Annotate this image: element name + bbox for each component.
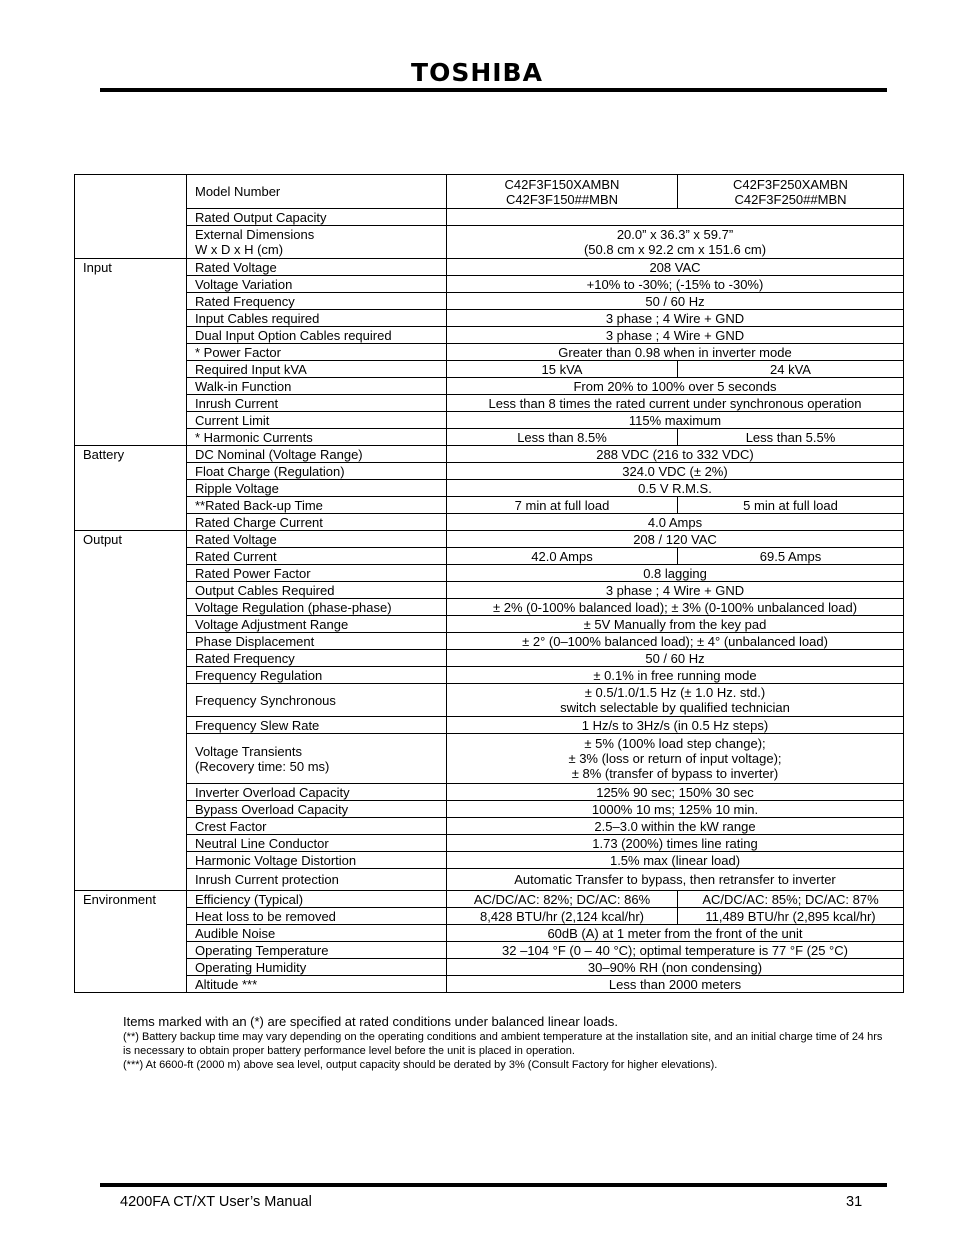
spec-value: 4.0 Amps <box>447 514 904 531</box>
category-blank <box>75 175 187 259</box>
spec-value-b: 24 kVA <box>678 361 904 378</box>
spec-row <box>75 959 904 976</box>
spec-label: Output Cables Required <box>187 582 447 599</box>
spec-value: 115% maximum <box>447 412 904 429</box>
spec-row <box>75 463 904 480</box>
spec-row <box>75 667 904 684</box>
spec-row <box>75 378 904 395</box>
spec-value: 1 Hz/s to 3Hz/s (in 0.5 Hz steps) <box>447 717 904 734</box>
spec-value: ± 2° (0–100% balanced load); ± 4° (unbalanced load) <box>447 633 904 650</box>
spec-value: 32 –104 °F (0 – 40 °C); optimal temperature is 77 °F (25 °C) <box>447 942 904 959</box>
spec-value: 50 / 60 Hz <box>447 293 904 310</box>
spec-value <box>447 209 904 226</box>
spec-row <box>75 531 904 548</box>
spec-row <box>75 565 904 582</box>
spec-label: Current Limit <box>187 412 447 429</box>
spec-label: Heat loss to be removed <box>187 908 447 925</box>
spec-row <box>75 412 904 429</box>
spec-value-a: AC/DC/AC: 82%; DC/AC: 86% <box>447 891 678 908</box>
spec-row <box>75 429 904 446</box>
spec-row <box>75 818 904 835</box>
spec-value: Greater than 0.98 when in inverter mode <box>447 344 904 361</box>
spec-row <box>75 514 904 531</box>
spec-label: Altitude *** <box>187 976 447 993</box>
note-balanced-loads: Items marked with an (*) are specified at rated conditions under balanced linear loads. <box>123 1014 618 1029</box>
manual-title: 4200FA CT/XT User’s Manual <box>120 1194 312 1210</box>
spec-label: * Power Factor <box>187 344 447 361</box>
spec-value: 3 phase ; 4 Wire + GND <box>447 327 904 344</box>
spec-label: Voltage Transients (Recovery time: 50 ms) <box>187 734 447 784</box>
spec-row <box>75 869 904 891</box>
spec-label: Rated Frequency <box>187 650 447 667</box>
model-value-b: C42F3F250XAMBN C42F3F250##MBN <box>678 175 904 209</box>
spec-value: Automatic Transfer to bypass, then retransfer to inverter <box>447 869 904 891</box>
spec-label: * Harmonic Currents <box>187 429 447 446</box>
spec-label: Crest Factor <box>187 818 447 835</box>
spec-value: ± 0.5/1.0/1.5 Hz (± 1.0 Hz. std.) switch selectable by qualified technician <box>447 684 904 717</box>
spec-label: Operating Temperature <box>187 942 447 959</box>
spec-value: ± 5V Manually from the key pad <box>447 616 904 633</box>
spec-value-b: 11,489 BTU/hr (2,895 kcal/hr) <box>678 908 904 925</box>
spec-value: 30–90% RH (non condensing) <box>447 959 904 976</box>
spec-label: Float Charge (Regulation) <box>187 463 447 480</box>
spec-row <box>75 908 904 925</box>
spec-label: Inrush Current <box>187 395 447 412</box>
spec-label: Voltage Regulation (phase-phase) <box>187 599 447 616</box>
spec-value: 2.5–3.0 within the kW range <box>447 818 904 835</box>
spec-row <box>75 361 904 378</box>
spec-label: Voltage Variation <box>187 276 447 293</box>
spec-value: 0.8 lagging <box>447 565 904 582</box>
spec-label: Frequency Slew Rate <box>187 717 447 734</box>
spec-row <box>75 976 904 993</box>
spec-label: Harmonic Voltage Distortion <box>187 852 447 869</box>
spec-value: 125% 90 sec; 150% 30 sec <box>447 784 904 801</box>
spec-label: Phase Displacement <box>187 633 447 650</box>
spec-row <box>75 616 904 633</box>
spec-row <box>75 480 904 497</box>
spec-value-a: 8,428 BTU/hr (2,124 kcal/hr) <box>447 908 678 925</box>
spec-label: Frequency Synchronous <box>187 684 447 717</box>
page-number: 31 <box>846 1194 863 1210</box>
spec-label: Input Cables required <box>187 310 447 327</box>
spec-row <box>75 209 904 226</box>
spec-row <box>75 259 904 276</box>
spec-label: Bypass Overload Capacity <box>187 801 447 818</box>
spec-value: ± 5% (100% load step change); ± 3% (loss or return of input voltage); ± 8% (transfer of bypass to inverter) <box>447 734 904 784</box>
spec-label: Dual Input Option Cables required <box>187 327 447 344</box>
spec-value: 208 VAC <box>447 259 904 276</box>
spec-row <box>75 395 904 412</box>
spec-value: 208 / 120 VAC <box>447 531 904 548</box>
spec-row <box>75 835 904 852</box>
header-rule <box>100 88 887 92</box>
spec-label: Efficiency (Typical) <box>187 891 447 908</box>
spec-value: Less than 2000 meters <box>447 976 904 993</box>
spec-row <box>75 599 904 616</box>
spec-value-b: 5 min at full load <box>678 497 904 514</box>
spec-value: 1.5% max (linear load) <box>447 852 904 869</box>
spec-row <box>75 276 904 293</box>
spec-value: 3 phase ; 4 Wire + GND <box>447 582 904 599</box>
footnotes <box>123 1014 883 1072</box>
spec-label: Neutral Line Conductor <box>187 835 447 852</box>
spec-label: Rated Voltage <box>187 259 447 276</box>
spec-row <box>75 226 904 259</box>
spec-row <box>75 548 904 565</box>
spec-row <box>75 344 904 361</box>
spec-label: Model Number <box>187 175 447 209</box>
spec-label: Rated Power Factor <box>187 565 447 582</box>
spec-value-b: 69.5 Amps <box>678 548 904 565</box>
spec-row <box>75 633 904 650</box>
spec-row <box>75 942 904 959</box>
spec-label: DC Nominal (Voltage Range) <box>187 446 447 463</box>
spec-label: Rated Frequency <box>187 293 447 310</box>
spec-value-a: Less than 8.5% <box>447 429 678 446</box>
spec-row <box>75 784 904 801</box>
spec-row <box>75 734 904 784</box>
spec-value-a: 7 min at full load <box>447 497 678 514</box>
spec-label: External Dimensions W x D x H (cm) <box>187 226 447 259</box>
spec-row <box>75 650 904 667</box>
spec-value: 1.73 (200%) times line rating <box>447 835 904 852</box>
category-output: Output <box>75 531 187 891</box>
spec-label: Ripple Voltage <box>187 480 447 497</box>
spec-row <box>75 684 904 717</box>
spec-value-a: 42.0 Amps <box>447 548 678 565</box>
spec-label: Operating Humidity <box>187 959 447 976</box>
spec-value: 1000% 10 ms; 125% 10 min. <box>447 801 904 818</box>
spec-label: Required Input kVA <box>187 361 447 378</box>
spec-row <box>75 717 904 734</box>
spec-row <box>75 293 904 310</box>
spec-value: 288 VDC (216 to 332 VDC) <box>447 446 904 463</box>
spec-label: Rated Voltage <box>187 531 447 548</box>
spec-value-b: AC/DC/AC: 85%; DC/AC: 87% <box>678 891 904 908</box>
spec-row <box>75 801 904 818</box>
spec-label: Voltage Adjustment Range <box>187 616 447 633</box>
spec-label: Rated Current <box>187 548 447 565</box>
toshiba-logo: TOSHIBA <box>411 58 543 87</box>
spec-row-model <box>75 175 904 209</box>
spec-row <box>75 327 904 344</box>
spec-row <box>75 852 904 869</box>
spec-value: 0.5 V R.M.S. <box>447 480 904 497</box>
spec-value: ± 0.1% in free running mode <box>447 667 904 684</box>
note-altitude: (***) At 6600-ft (2000 m) above sea level, output capacity should be derated by 3% (Consult Factory for higher elevations). <box>123 1059 718 1071</box>
spec-value: +10% to -30%; (-15% to -30%) <box>447 276 904 293</box>
note-battery: (**) Battery backup time may vary depending on the operating conditions and ambient temperature at the installation site, and an initial charge time of 24 hrs is necessary to obtain proper battery performance level before the unit is placed in operation. <box>123 1031 883 1057</box>
spec-label: Inverter Overload Capacity <box>187 784 447 801</box>
spec-table <box>74 174 904 993</box>
footer-rule <box>100 1183 887 1187</box>
spec-row <box>75 582 904 599</box>
spec-value: 50 / 60 Hz <box>447 650 904 667</box>
spec-value: Less than 8 times the rated current under synchronous operation <box>447 395 904 412</box>
spec-label: Rated Charge Current <box>187 514 447 531</box>
spec-value: 3 phase ; 4 Wire + GND <box>447 310 904 327</box>
spec-value: 324.0 VDC (± 2%) <box>447 463 904 480</box>
spec-row <box>75 891 904 908</box>
spec-value: ± 2% (0-100% balanced load); ± 3% (0-100% unbalanced load) <box>447 599 904 616</box>
spec-value-b: Less than 5.5% <box>678 429 904 446</box>
spec-row <box>75 310 904 327</box>
spec-label: Frequency Regulation <box>187 667 447 684</box>
spec-value: From 20% to 100% over 5 seconds <box>447 378 904 395</box>
spec-label: Inrush Current protection <box>187 869 447 891</box>
spec-label: **Rated Back-up Time <box>187 497 447 514</box>
spec-label: Audible Noise <box>187 925 447 942</box>
spec-label: Walk-in Function <box>187 378 447 395</box>
category-environment: Environment <box>75 891 187 993</box>
spec-row <box>75 446 904 463</box>
category-battery: Battery <box>75 446 187 531</box>
spec-value: 60dB (A) at 1 meter from the front of the unit <box>447 925 904 942</box>
spec-row <box>75 497 904 514</box>
spec-label: Rated Output Capacity <box>187 209 447 226</box>
spec-row <box>75 925 904 942</box>
model-value-a: C42F3F150XAMBN C42F3F150##MBN <box>447 175 678 209</box>
category-input: Input <box>75 259 187 446</box>
spec-value: 20.0” x 36.3” x 59.7” (50.8 cm x 92.2 cm x 151.6 cm) <box>447 226 904 259</box>
spec-value-a: 15 kVA <box>447 361 678 378</box>
